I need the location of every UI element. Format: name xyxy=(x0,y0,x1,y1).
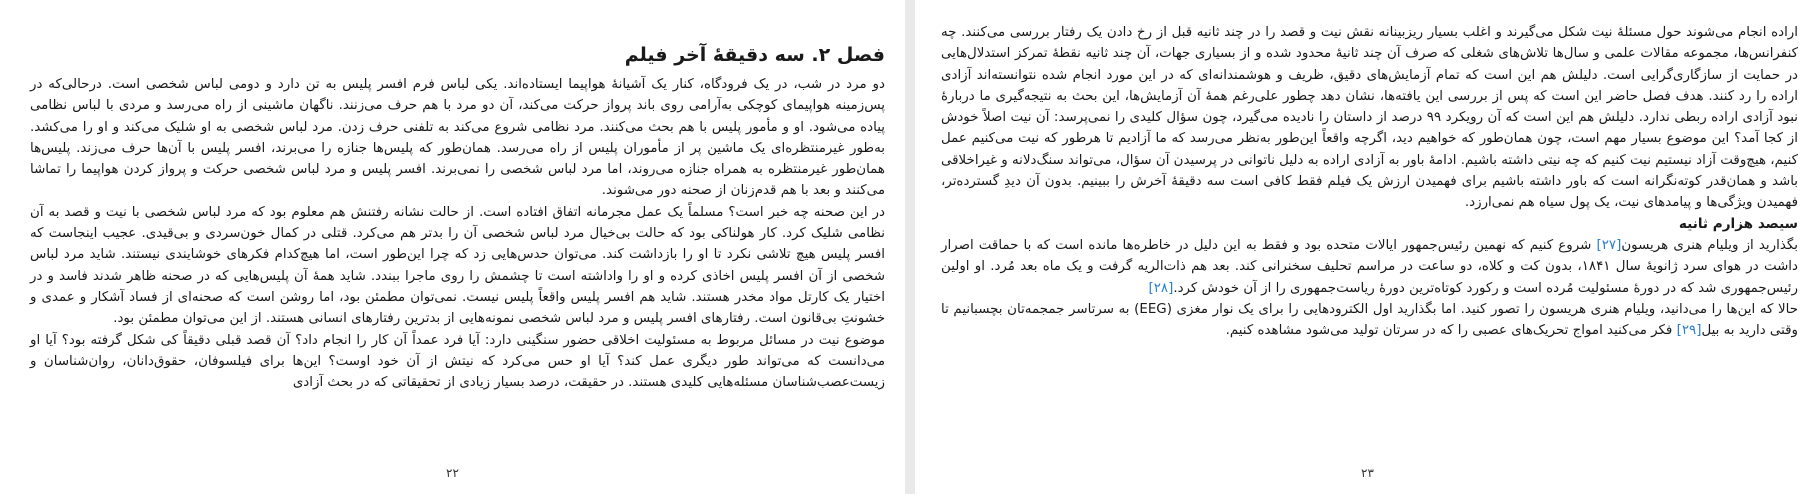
footnote-link-29[interactable]: [۲۹] xyxy=(1676,323,1702,339)
paragraph-text: حالا که این‌ها را می‌دانید، ویلیام هنری هریسون را تصور کنید. اما بگذارید اول الکترودهایی را برای یک نوار مغزی (EEG) به سرتاسر جمجمه‌تان بچسبانیم تا وقتی دارید به بیل xyxy=(941,301,1798,339)
paragraph: موضوع نیت در مسائل مربوط به مسئولیت اخلاقی حضور سنگینی دارد: آیا فرد عمداً آن کار را انجام داد؟ آن قصد قبلی دقیقاً کی شکل گرفته بود؟ آیا او می‌دانست که می‌تواند طور دیگری عمل کند؟ آیا او حس می‌کرد که نیتش از آن خود اوست؟ این‌ها برای فیلسوفان، حقوق‌دانان، روان‌شناسان و زیست‌عصب‌شناسان مسئله‌هایی کلیدی هستند. در حقیقت، درصد بسیار زیادی از تحقیقاتی که در بحث آزادی xyxy=(30,332,885,391)
paragraph: اراده انجام می‌شوند حول مسئلهٔ نیت شکل می‌گیرند و اغلب بسیار ریزبینانه نقش نیت و قصد را در چند ثانیه قبل از رخ دادن یک رفتار بررسی می‌کنند. چه کنفرانس‌ها، مجموعه مقالات علمی و سال‌ها تلاش‌های شغلی که صرف آن چند ثانیهٔ محدود شده و از بسیاری جهات، آن چند ثانیه نقطهٔ تمرکز استدلال‌هایی در حمایت از سازگاری‌گرایی است. دلیلش هم این است که تمام آزمایش‌های دقیق، ظریف و هوشمندانه‌ای که در این مورد انجام شده نتوانسته‌اند آزادی اراده را رد کنند. هدف فصل حاضر این است که پس از بررسی این یافته‌ها، نشان دهد چطور علی‌رغم همهٔ آن آزمایش‌ها، این بحث به نتیجه‌گیری ما دربارهٔ نبود آزادی اراده ربطی ندارد. دلیلش هم این است که آن رویکرد ۹۹ درصد از داستان را نادیده می‌گیرد، چون سؤال کلیدی را نمی‌پرسد: آن نیت اصلاً خودش از کجا آمد؟ این موضوع بسیار مهم است، چون همان‌طور که خواهیم دید، اگرچه واقعاً این‌طور به‌نظر می‌رسد که ما آزادیم تا هرطور که نیت می‌کنیم عمل کنیم، هیچ‌وقت آزاد نیستیم نیت کنیم که چه نیتی داشته باشیم. ادامهٔ باور به آزادی اراده به دلیل ناتوانی در پرسیدن آن سؤال، می‌تواند سنگ‌دلانه و غیراخلاقی باشد و همان‌قدر کوته‌نگرانه است که باور داشته باشیم برای فهمیدن ارزش یک فیلم فقط کافی است سه دقیقهٔ آخرش را ببینیم. بدون آن دیدِ گسترده‌تر، فهمیدن ویژگی‌ها و پیامدهای نیت، یک پول سیاه هم نمی‌ارزد. xyxy=(941,25,1798,211)
paragraph xyxy=(941,299,1798,342)
page-number: ۲۳ xyxy=(1361,466,1374,480)
paragraph-text: فکر می‌کنید امواج تحریک‌های عصبی را که در سرتان تولید می‌شود مشاهده کنیم. xyxy=(1225,323,1677,339)
section-heading: سیصد هزارم ثانیه xyxy=(1678,215,1798,232)
page-23-content xyxy=(941,22,1798,341)
page-22-content xyxy=(30,30,885,393)
paragraph xyxy=(941,235,1798,299)
chapter-title: فصل ۲. سه دقیقهٔ آخر فیلم xyxy=(624,44,885,66)
footnote-link-27[interactable]: [۲۷] xyxy=(1596,237,1622,253)
footnote-link-28[interactable]: [۲۸] xyxy=(1148,280,1174,296)
paragraph-text: بگذارید از ویلیام هنری هریسون xyxy=(1621,237,1798,253)
page-23 xyxy=(915,0,1820,494)
paragraph: در این صحنه چه خبر است؟ مسلماً یک عمل مجرمانه اتفاق افتاده است. از حالت نشانه رفتنش هم معلوم بود که مرد لباس شخصی با نیت و قصد به آن نظامی شلیک کرد. کار هولناکی بود که حالت بی‌خیال مرد لباس شخصی آن را بدتر هم می‌کرد. قتلی در کمال خون‌سردی و بی‌قیدی. عجیب اینجاست که افسر پلیس هیچ تلاشی نکرد تا او را بازداشت کند. می‌توان حدس‌هایی زد که چرا این‌طور است، اما هیچ‌کدام فکرهای خوشایندی نیستند. شاید مرد لباس شخصی از آن افسر پلیس اخاذی کرده و او را واداشته است تا چشمش را روی ماجرا ببندد. شاید همهٔ آن پلیس‌هایی که در صحنه ظاهر شدند فاسد و در اختیار یک کارتل مواد مخدر هستند. شاید هم افسر پلیس واقعاً پلیس نیست. نمی‌توان مطمئن بود، اما روشن است که صحنه‌ای از فساد آشکار و عمدی و خشونتِ بی‌قانون است. رفتارهای افسر پلیس و مرد لباس شخصی نمونه‌هایی از بدترین رفتارهای انسانی هستند. از این می‌توان مطمئن بود. xyxy=(30,204,885,327)
page-number: ۲۲ xyxy=(446,466,459,480)
paragraph: دو مرد در شب، در یک فرودگاه، کنار یک آشیانهٔ هواپیما ایستاده‌اند. یکی لباس فرم افسر پلیس به تن دارد و دومی لباس شخصی است. درحالی‌که در پس‌زمینه هواپیمای کوچکی به‌آرامی روی باند پرواز حرکت می‌کند، آن دو مرد با هم حرف می‌زنند. ناگهان ماشینی از راه می‌رسد و مردی با لباس نظامی پیاده می‌شود. او و مأمور پلیس با هم بحث می‌کنند. مرد نظامی شروع می‌کند به تلفنی حرف زدن. مرد لباس شخصی به او شلیک می‌کند و او را می‌کشد. به‌طور غیرمنتظره‌ای یک ماشین پر از مأموران پلیس از راه می‌رسد. همان‌طور که پلیس‌ها جنازه را می‌برند، افسر پلیس با آن‌ها حرف می‌زند. پلیس‌ها همان‌طور غیرمنتظره به همراه جنازه می‌روند، اما مرد لباس شخصی را نمی‌برند. افسر پلیس و مرد لباس شخصی حرکت و پرواز کردن هواپیما را تماشا می‌کنند و بعد با هم قدم‌زنان از صحنه دور می‌شوند. xyxy=(30,77,885,199)
paragraph-text: شروع کنیم که نهمین رئیس‌جمهور ایالات متحده بود و فقط به این دلیل در خاطره‌ها مانده است که با حماقت اصرار داشت در هوای سرد ژانویهٔ سال ۱۸۴۱، بدون کت و کلاه، دو ساعت در مراسم تحلیف سخنرانی کند. بعد هم ذات‌الریه گرفت و یک ماه بعد مُرد. او اولین رئیس‌جمهوری شد که در دورهٔ مسئولیت مُرده است و رکورد کوتاه‌ترین دورهٔ ریاست‌جمهوری را از آن خودش کرد. xyxy=(941,237,1798,296)
page-22 xyxy=(0,0,905,494)
